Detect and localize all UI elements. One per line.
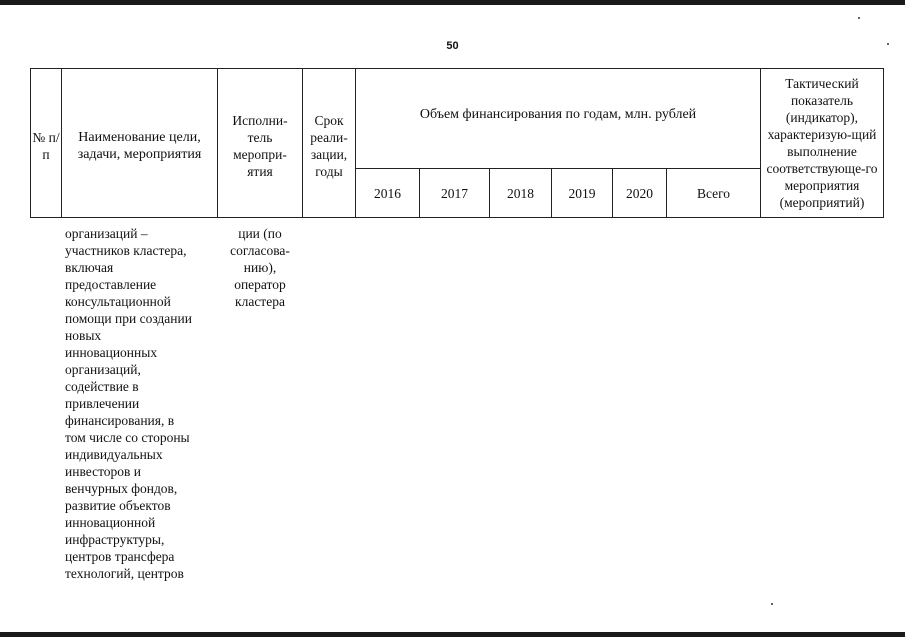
header-number: № п/п xyxy=(32,130,60,162)
scan-speck xyxy=(858,17,860,19)
row-name-text: организаций – участников кластера, включая предоставление консультационной помощи при создании новых инновационных организаций, содействие в привлечении финансирования, в том числе со стороны индивидуальных инвесторов и венчурных фондов, развитие объектов инновационной инфраструктуры, центров трансфера технологий, центров xyxy=(65,226,192,581)
top-border xyxy=(0,0,905,5)
header-indicator: Тактический показатель (индикатор), характеризую-щий выполнение соответствующе-го мероприятия (мероприятий) xyxy=(766,76,878,210)
header-executor: Исполни-тель меропри-ятия xyxy=(232,113,288,179)
row-executor-text: ции (по согласова- нию), оператор кластера xyxy=(230,226,290,309)
header-term: Срок реали-зации, годы xyxy=(310,113,348,179)
header-funding: Объем финансирования по годам, млн. рублей xyxy=(419,107,697,122)
year-2017: 2017 xyxy=(441,185,468,201)
year-2020: 2020 xyxy=(626,185,653,201)
bottom-border xyxy=(0,632,905,637)
year-2018: 2018 xyxy=(507,185,534,201)
page-number: 50 xyxy=(446,40,459,52)
year-total: Всего xyxy=(696,185,731,201)
year-2016: 2016 xyxy=(374,185,401,201)
scan-speck xyxy=(771,603,773,605)
header-name: Наименование цели, задачи, мероприятия xyxy=(77,130,202,162)
year-2019: 2019 xyxy=(568,185,596,201)
